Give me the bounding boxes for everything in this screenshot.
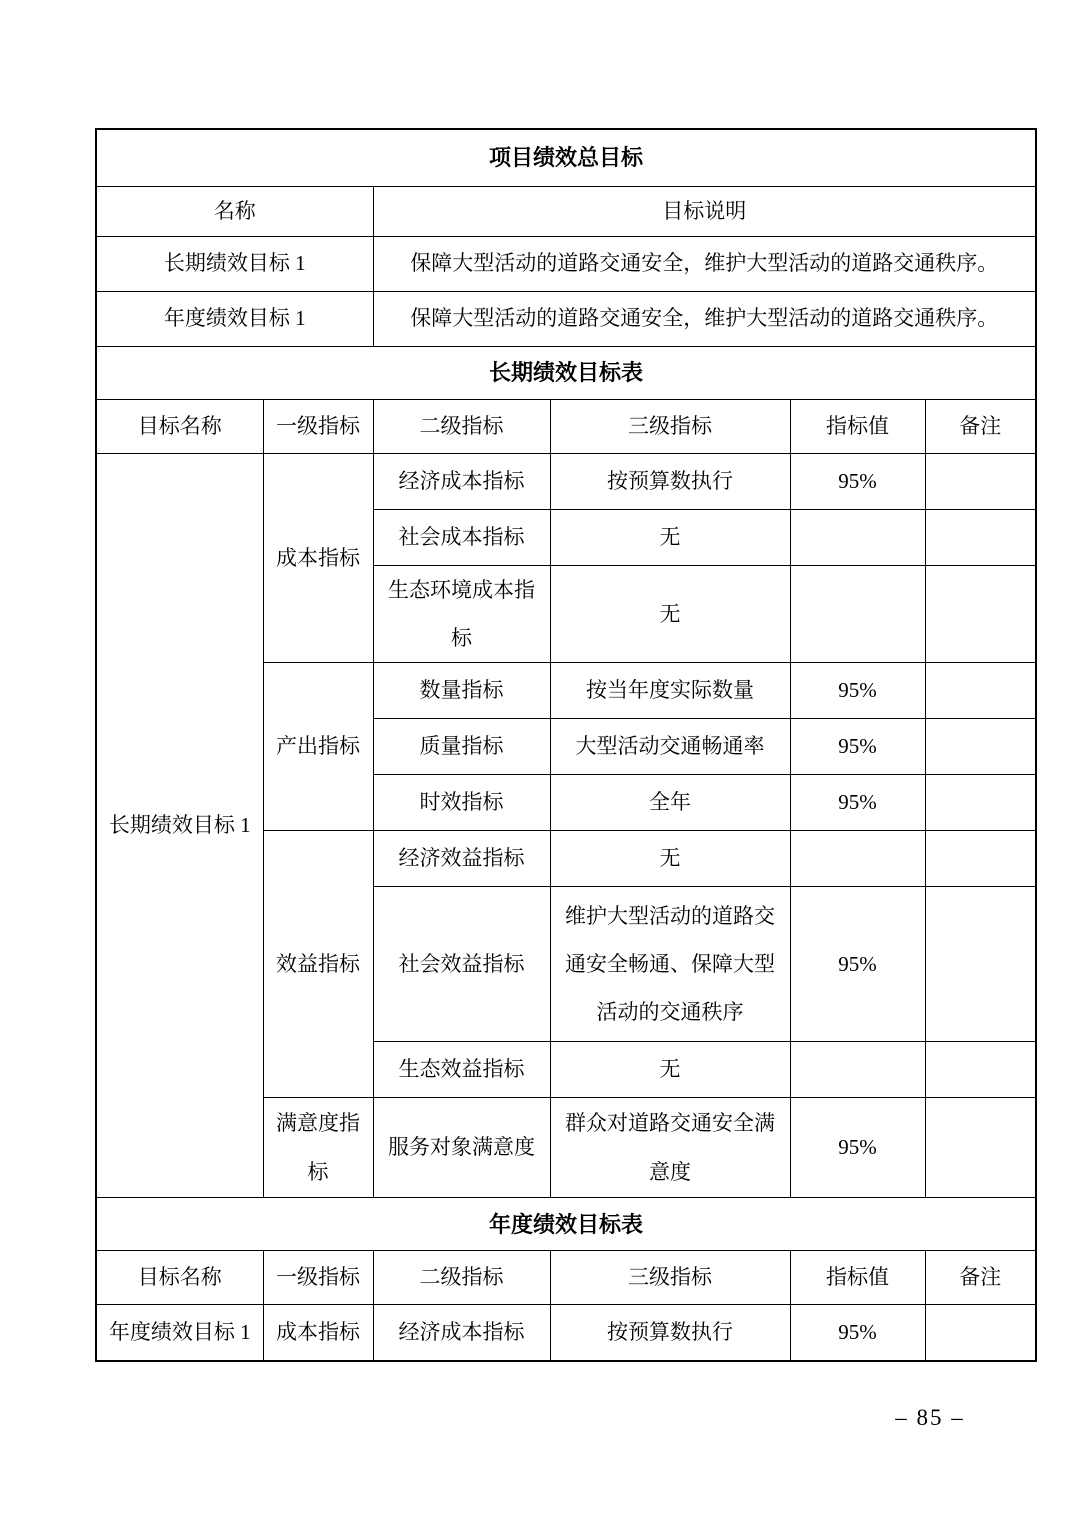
table-header-row xyxy=(96,1251,1036,1305)
level3-cell: 无 xyxy=(550,831,790,887)
overview-goal-name: 年度绩效目标 1 xyxy=(96,291,373,346)
long-term-section-title: 长期绩效目标表 xyxy=(96,346,1036,399)
value-cell: 95% xyxy=(790,453,925,509)
value-cell: 95% xyxy=(790,775,925,831)
col-header-note: 备注 xyxy=(925,399,1036,453)
overview-header-name: 名称 xyxy=(96,186,373,236)
level2-cell: 数量指标 xyxy=(373,663,550,719)
table-row xyxy=(96,346,1036,399)
level2-cell: 质量指标 xyxy=(373,719,550,775)
level2-cell: 生态环境成本指标 xyxy=(373,565,550,663)
level3-cell: 维护大型活动的道路交通安全畅通、保障大型活动的交通秩序 xyxy=(550,887,790,1042)
level3-cell: 按当年度实际数量 xyxy=(550,663,790,719)
col-header-value: 指标值 xyxy=(790,1251,925,1305)
overview-goal-name: 长期绩效目标 1 xyxy=(96,236,373,291)
value-cell: 95% xyxy=(790,1305,925,1361)
level1-cell: 效益指标 xyxy=(263,831,373,1098)
goal-name-cell: 年度绩效目标 1 xyxy=(96,1305,263,1361)
col-header-goal-name: 目标名称 xyxy=(96,1251,263,1305)
table-header-row xyxy=(96,399,1036,453)
note-cell xyxy=(925,663,1036,719)
value-cell xyxy=(790,509,925,565)
note-cell xyxy=(925,831,1036,887)
note-cell xyxy=(925,887,1036,1042)
col-header-goal-name: 目标名称 xyxy=(96,399,263,453)
table-row xyxy=(96,453,1036,509)
level3-cell: 大型活动交通畅通率 xyxy=(550,719,790,775)
page-number: – 85 – xyxy=(895,1405,965,1430)
note-cell xyxy=(925,775,1036,831)
value-cell: 95% xyxy=(790,719,925,775)
col-header-level1: 一级指标 xyxy=(263,1251,373,1305)
table-row xyxy=(96,129,1036,186)
level3-cell: 按预算数执行 xyxy=(550,1305,790,1361)
value-cell xyxy=(790,831,925,887)
level2-cell: 社会效益指标 xyxy=(373,887,550,1042)
overall-title: 项目绩效总目标 xyxy=(96,129,1036,186)
note-cell xyxy=(925,1098,1036,1198)
note-cell xyxy=(925,509,1036,565)
col-header-level3: 三级指标 xyxy=(550,399,790,453)
value-cell: 95% xyxy=(790,887,925,1042)
value-cell: 95% xyxy=(790,663,925,719)
level2-cell: 经济成本指标 xyxy=(373,453,550,509)
level3-cell: 群众对道路交通安全满意度 xyxy=(550,1098,790,1198)
annual-section-title: 年度绩效目标表 xyxy=(96,1198,1036,1251)
level2-cell: 经济效益指标 xyxy=(373,831,550,887)
value-cell xyxy=(790,1042,925,1098)
table-row xyxy=(96,236,1036,291)
level3-cell: 按预算数执行 xyxy=(550,453,790,509)
level3-cell: 无 xyxy=(550,509,790,565)
level2-cell: 生态效益指标 xyxy=(373,1042,550,1098)
performance-goal-table xyxy=(95,128,1037,1362)
note-cell xyxy=(925,719,1036,775)
level1-cell: 成本指标 xyxy=(263,1305,373,1361)
overview-goal-description: 保障大型活动的道路交通安全，维护大型活动的道路交通秩序。 xyxy=(373,291,1036,346)
value-cell xyxy=(790,565,925,663)
table-row xyxy=(96,186,1036,236)
level3-cell: 无 xyxy=(550,565,790,663)
col-header-level2: 二级指标 xyxy=(373,399,550,453)
overview-header-description: 目标说明 xyxy=(373,186,1036,236)
goal-name-cell: 长期绩效目标 1 xyxy=(96,453,263,1198)
level3-cell: 全年 xyxy=(550,775,790,831)
col-header-value: 指标值 xyxy=(790,399,925,453)
level1-cell: 产出指标 xyxy=(263,663,373,831)
level2-cell: 经济成本指标 xyxy=(373,1305,550,1361)
note-cell xyxy=(925,453,1036,509)
level1-cell: 成本指标 xyxy=(263,453,373,663)
level2-cell: 服务对象满意度 xyxy=(373,1098,550,1198)
value-cell: 95% xyxy=(790,1098,925,1198)
col-header-level2: 二级指标 xyxy=(373,1251,550,1305)
level3-cell: 无 xyxy=(550,1042,790,1098)
note-cell xyxy=(925,565,1036,663)
level2-cell: 社会成本指标 xyxy=(373,509,550,565)
table-row xyxy=(96,291,1036,346)
col-header-note: 备注 xyxy=(925,1251,1036,1305)
note-cell xyxy=(925,1305,1036,1361)
table-row xyxy=(96,1305,1036,1361)
level1-cell: 满意度指标 xyxy=(263,1098,373,1198)
col-header-level3: 三级指标 xyxy=(550,1251,790,1305)
level2-cell: 时效指标 xyxy=(373,775,550,831)
col-header-level1: 一级指标 xyxy=(263,399,373,453)
note-cell xyxy=(925,1042,1036,1098)
overview-goal-description: 保障大型活动的道路交通安全，维护大型活动的道路交通秩序。 xyxy=(373,236,1036,291)
table-row xyxy=(96,1198,1036,1251)
